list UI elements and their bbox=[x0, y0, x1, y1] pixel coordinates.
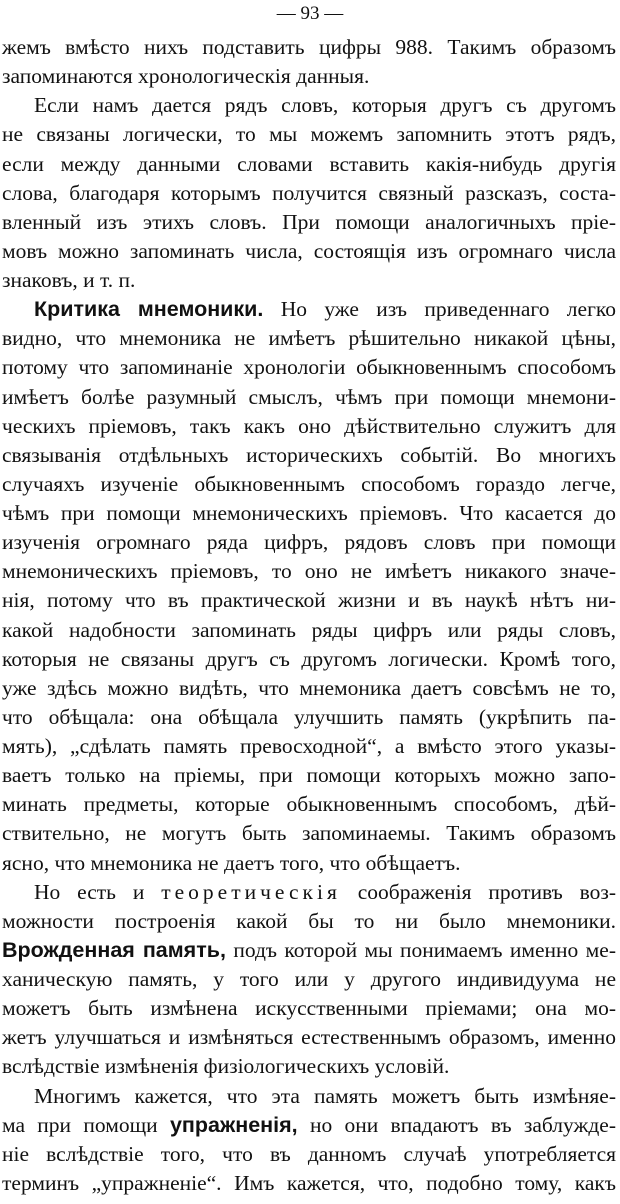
text-line: жемъ вмѣсто нихъ подставить цифры 988. Такимъ образомъ bbox=[2, 35, 616, 59]
text-line: какой надобности запоминать ряды цифръ или ряды словъ, bbox=[2, 617, 616, 642]
text-line: уже здѣсь можно видѣть, что мнемоника даетъ совсѣмъ не то, bbox=[2, 675, 616, 700]
text-line: чѣмъ при помощи мнемоническихъ пріемовъ. Что касается до bbox=[2, 501, 616, 525]
text-line: Многимъ кажется, что эта память можетъ быть измѣняе- bbox=[34, 1083, 616, 1108]
section-heading: Критика мнемоники. bbox=[34, 297, 264, 322]
text-span: но они впадаютъ въ заблужде- bbox=[297, 1112, 617, 1137]
text-line: ческихъ пріемовъ, такъ какъ оно дѣйствительно служитъ для bbox=[2, 413, 616, 438]
text-line: связыванія отдѣльныхъ историческихъ событій. Во многихъ bbox=[2, 442, 616, 467]
text-span: подъ которой мы понимаемъ именно ме- bbox=[225, 937, 616, 962]
text-span: Но уже изъ приведеннаго легко bbox=[263, 297, 616, 322]
bold-term: упражненія, bbox=[169, 1112, 298, 1137]
text-line: ханическую память, у того или у другого индивидуума не bbox=[2, 967, 616, 991]
text-span: соображенія противъ воз- bbox=[340, 879, 616, 904]
text-line: вслѣдствіе измѣненія физіологическихъ условій. bbox=[2, 1054, 450, 1079]
text-line bbox=[2, 936, 616, 965]
text-line: запоминаются хронологическія данныя. bbox=[2, 64, 370, 89]
text-span: ма при помощи bbox=[2, 1112, 170, 1137]
text-line: мнемоническихъ пріемовъ, то оно не имѣетъ никакого значе- bbox=[2, 559, 616, 584]
bold-term: Врожденная память, bbox=[2, 937, 226, 962]
text-line: ваетъ только на пріемы, при помощи которыхъ можно запо- bbox=[2, 763, 616, 788]
text-line: слова, благодаря которымъ получится связный разсказъ, соста- bbox=[2, 180, 616, 205]
text-line: если между данными словами вставить какія-нибудь другія bbox=[2, 151, 616, 176]
text-line bbox=[34, 295, 616, 324]
text-line: ніе вслѣдствіе того, что въ данномъ случаѣ употребляется bbox=[2, 1141, 616, 1166]
text-line: ствительно, не могутъ быть запоминаемы. Такимъ образомъ bbox=[2, 821, 616, 846]
page-number: — 93 — bbox=[276, 3, 344, 24]
text-line: которыя не связаны другъ съ другомъ логически. Кромѣ того, bbox=[2, 646, 616, 671]
text-line: можности построенія какой бы то ни было мнемоники. bbox=[2, 908, 616, 933]
text-line: Если намъ дается рядъ словъ, которыя другъ съ другомъ bbox=[34, 93, 616, 118]
text-line: нія, потому что въ практической жизни и въ наукѣ нѣтъ ни- bbox=[2, 588, 616, 613]
text-line: что обѣщала: она обѣщала улучшить память (укрѣпить па- bbox=[2, 704, 616, 729]
text-line: терминъ „упражненіе“. Имъ кажется, что, подобно тому, какъ bbox=[2, 1170, 616, 1195]
text-line: не связаны логически, то мы можемъ запомнить этотъ рядъ, bbox=[2, 122, 616, 147]
text-line: изученія огромнаго ряда цифръ, рядовъ словъ при помощи bbox=[2, 530, 616, 555]
text-line: случаяхъ изученіе обыкновеннымъ способомъ гораздо легче, bbox=[2, 471, 616, 496]
text-line: имѣетъ болѣе разумный смыслъ, чѣмъ при помощи мнемони- bbox=[2, 384, 616, 409]
text-line: мять), „сдѣлать память превосходной“, а вмѣсто этого указы- bbox=[2, 734, 616, 758]
text-line: видно, что мнемоника не имѣетъ рѣшительно никакой цѣны, bbox=[2, 326, 616, 351]
text-line: ясно, что мнемоника не даетъ того, что обѣщаетъ. bbox=[2, 850, 461, 875]
text-line: мовъ можно запоминать числа, состоящія изъ огромнаго числа bbox=[2, 238, 616, 263]
text-line: вленный изъ этихъ словъ. При помощи аналогичныхъ пріе- bbox=[2, 209, 616, 234]
text-line: потому что запоминаніе хронологіи обыкновеннымъ способомъ bbox=[2, 355, 616, 380]
text-line bbox=[2, 1111, 616, 1140]
text-line: жетъ улучшаться и измѣняться естественнымъ образомъ, именно bbox=[2, 1025, 616, 1050]
text-line: знаковъ, и т. п. bbox=[2, 268, 136, 292]
text-line: можетъ быть измѣнена искусственными пріемами; она мо- bbox=[2, 996, 616, 1021]
text-span: Но есть и bbox=[34, 879, 162, 904]
spaced-emphasis: теоретическія bbox=[161, 879, 341, 904]
text-line: минать предметы, которые обыкновеннымъ способомъ, дѣй- bbox=[2, 792, 616, 817]
text-line bbox=[34, 878, 616, 907]
